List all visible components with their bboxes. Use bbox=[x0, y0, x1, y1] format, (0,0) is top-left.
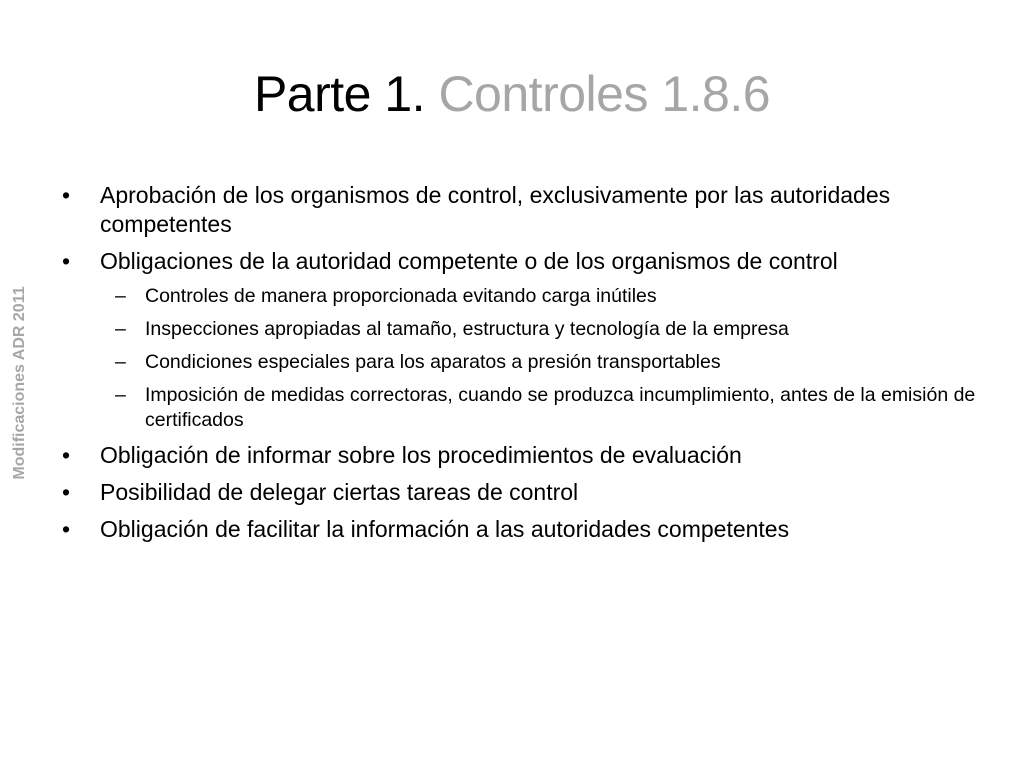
sub-bullet-list bbox=[56, 284, 976, 433]
bullet-item bbox=[56, 441, 976, 470]
side-label: Modificaciones ADR 2011 bbox=[11, 286, 28, 480]
sub-bullet-text: Imposición de medidas correctoras, cuando se produzca incumplimiento, antes de la emisión de certificados bbox=[145, 384, 976, 431]
sub-bullet-item bbox=[56, 284, 976, 309]
dash-icon: – bbox=[115, 384, 126, 406]
sub-bullet-item bbox=[56, 350, 976, 375]
bullet-list bbox=[56, 181, 976, 552]
sub-bullet-text: Inspecciones apropiadas al tamaño, estructura y tecnología de la empresa bbox=[145, 318, 789, 340]
bullet-icon: • bbox=[62, 248, 71, 274]
bullet-text: Posibilidad de delegar ciertas tareas de control bbox=[100, 479, 579, 505]
dash-icon: – bbox=[115, 351, 126, 373]
bullet-item bbox=[56, 181, 976, 239]
bullet-icon: • bbox=[62, 516, 71, 542]
bullet-item bbox=[56, 247, 976, 276]
bullet-item bbox=[56, 478, 976, 507]
bullet-icon: • bbox=[62, 442, 71, 468]
bullet-text: Aprobación de los organismos de control, exclusivamente por las autoridades competentes bbox=[100, 182, 891, 237]
bullet-icon: • bbox=[62, 479, 71, 505]
sub-bullet-text: Controles de manera proporcionada evitando carga inútiles bbox=[145, 285, 657, 307]
sub-bullet-item bbox=[56, 383, 976, 433]
bullet-text: Obligaciones de la autoridad competente o de los organismos de control bbox=[100, 248, 838, 274]
dash-icon: – bbox=[115, 318, 126, 340]
bullet-text: Obligación de informar sobre los procedimientos de evaluación bbox=[100, 442, 742, 468]
title-section: Controles 1.8.6 bbox=[438, 66, 771, 122]
slide-title bbox=[0, 62, 1024, 126]
title-main: Parte 1. bbox=[253, 66, 426, 122]
sub-bullet-item bbox=[56, 317, 976, 342]
sub-bullet-text: Condiciones especiales para los aparatos a presión transportables bbox=[145, 351, 721, 373]
bullet-text: Obligación de facilitar la información a las autoridades competentes bbox=[100, 516, 790, 542]
bullet-icon: • bbox=[62, 182, 71, 208]
dash-icon: – bbox=[115, 285, 126, 307]
bullet-item bbox=[56, 515, 976, 544]
